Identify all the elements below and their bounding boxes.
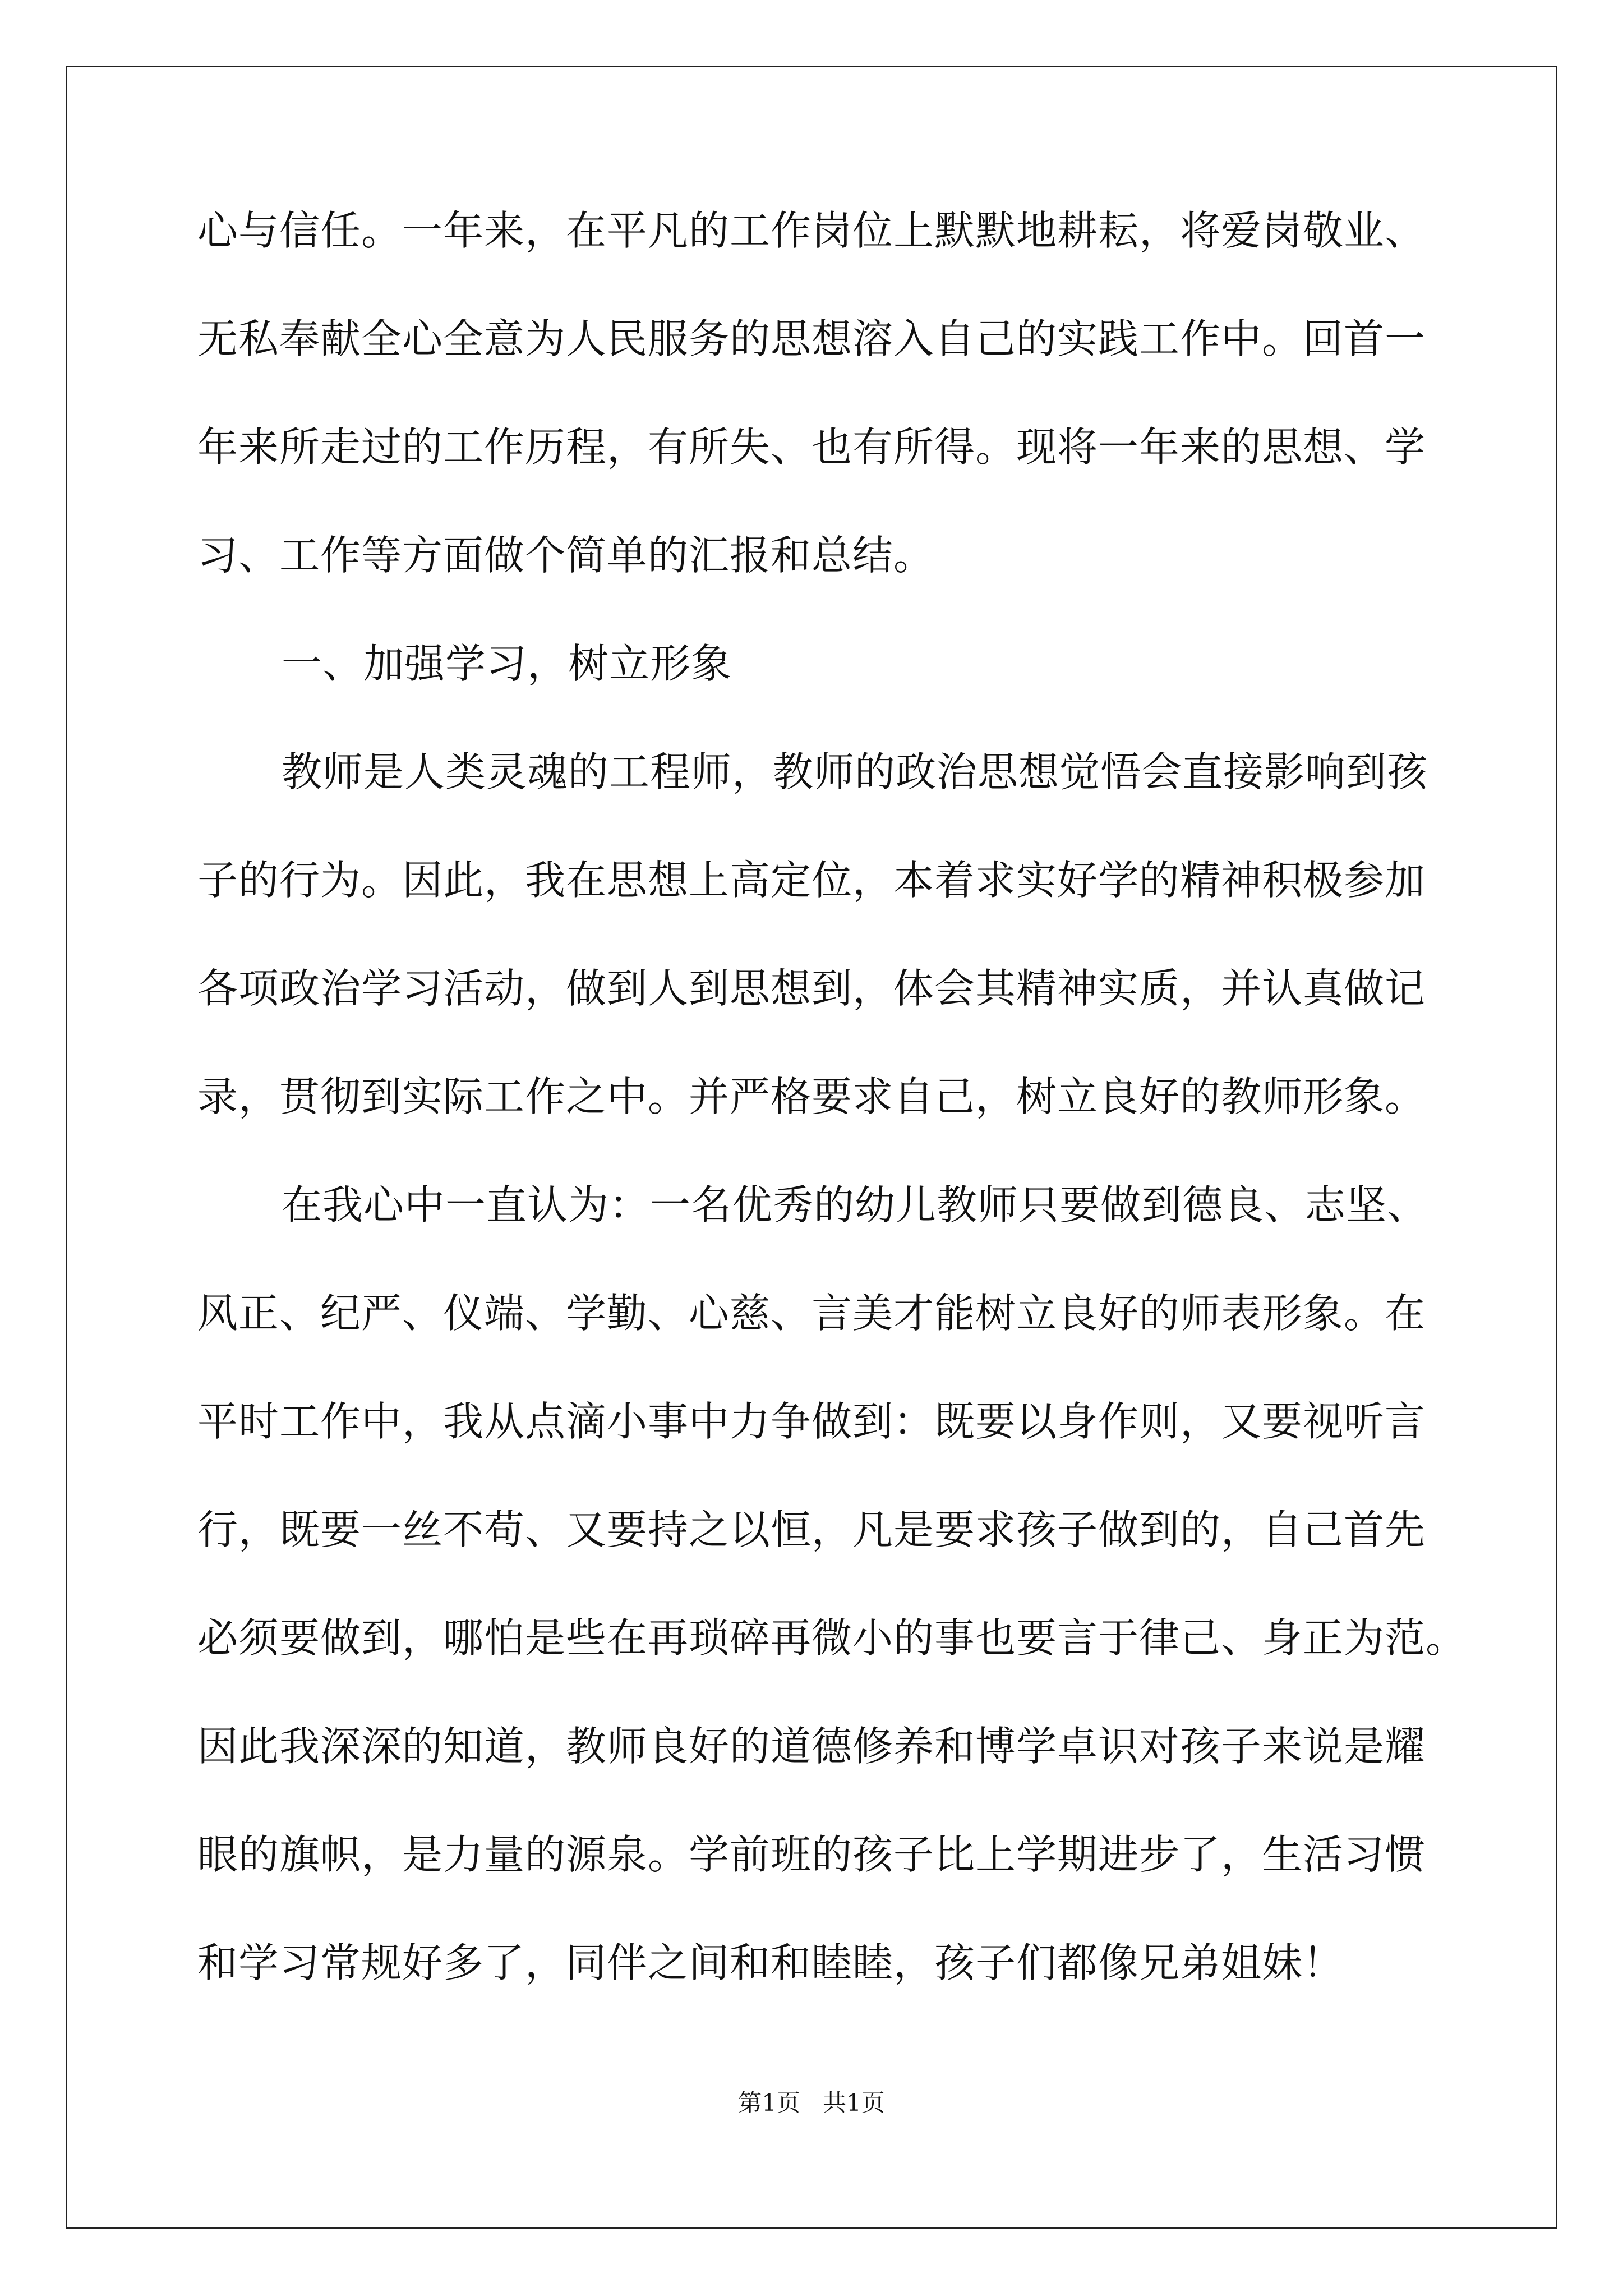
text-line: 心与信任。一年来，在平凡的工作岗位上默默地耕耘，将爱岗敬业、 — [197, 207, 1426, 254]
document-body — [197, 207, 1467, 2051]
page-footer — [0, 2090, 1623, 2116]
text-line: 平时工作中，我从点滴小事中力争做到：既要以身作则，又要视听言 — [197, 1398, 1426, 1445]
text-line: 子的行为。因此，我在思想上高定位，本着求实好学的精神积极参加 — [197, 857, 1426, 904]
text-line: 风正、纪严、仪端、学勤、心慈、言美才能树立良好的师表形象。在 — [197, 1290, 1426, 1337]
text-line: 习、工作等方面做个简单的汇报和总结。 — [197, 532, 935, 579]
text-line: 在我心中一直认为：一名优秀的幼儿教师只要做到德良、志坚、 — [282, 1181, 1428, 1228]
text-line: 行，既要一丝不苟、又要持之以恒，凡是要求孩子做到的，自己首先 — [197, 1506, 1426, 1553]
text-line: 因此我深深的知道，教师良好的道德修养和博学卓识对孩子来说是耀 — [197, 1723, 1426, 1770]
text-line: 年来所走过的工作历程，有所失、也有所得。现将一年来的思想、学 — [197, 424, 1426, 471]
text-line: 必须要做到，哪怕是些在再琐碎再微小的事也要言于律己、身正为范。 — [197, 1614, 1467, 1662]
text-line: 无私奉献全心全意为人民服务的思想溶入自己的实践工作中。回首一 — [197, 315, 1426, 362]
text-line: 和学习常规好多了，同伴之间和和睦睦，孩子们都像兄弟姐妹！ — [197, 1939, 1344, 1986]
section-heading: 一、加强学习，树立形象 — [282, 640, 732, 687]
text-line: 录，贯彻到实际工作之中。并严格要求自己，树立良好的教师形象。 — [197, 1073, 1426, 1120]
page-number-total: 共1页 — [823, 2089, 885, 2116]
text-line: 眼的旗帜，是力量的源泉。学前班的孩子比上学期进步了，生活习惯 — [197, 1831, 1426, 1878]
page-number-current: 第1页 — [738, 2089, 800, 2116]
text-line: 教师是人类灵魂的工程师，教师的政治思想觉悟会直接影响到孩 — [282, 748, 1428, 795]
text-line: 各项政治学习活动，做到人到思想到，体会其精神实质，并认真做记 — [197, 965, 1426, 1012]
